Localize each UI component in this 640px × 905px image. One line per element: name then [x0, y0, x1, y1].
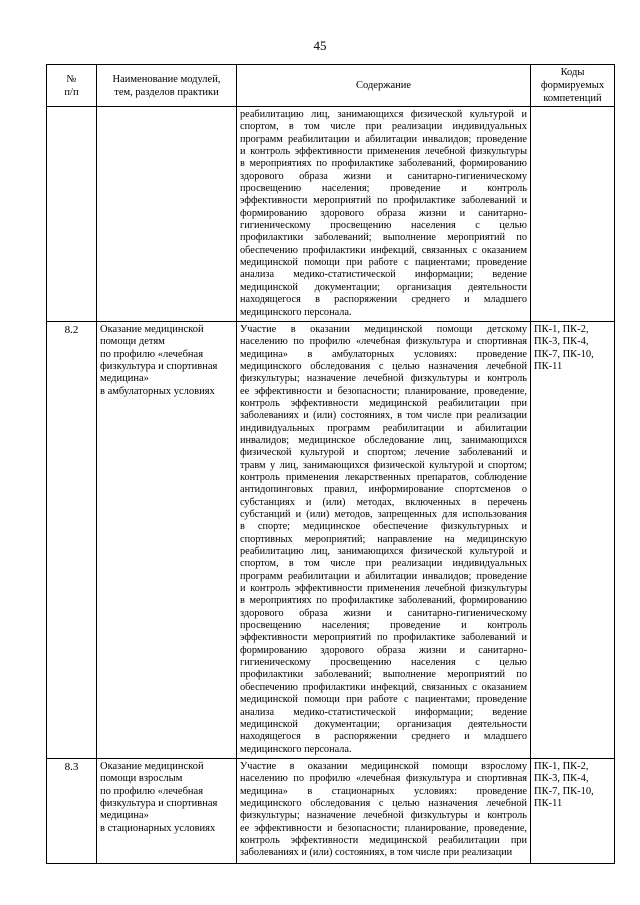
- text-line: населению по профилю «лечебная физкультура и спортивная: [240, 336, 527, 348]
- content-cell: [237, 758, 531, 863]
- text-line: спортом, в том числе при реализации индивидуальных: [240, 558, 527, 570]
- text-line: эффективности мероприятий по профилактике заболеваний и: [240, 195, 527, 207]
- text-line: находящегося в распоряжении среднего и младшего: [240, 294, 527, 306]
- text-line: формированию здорового образа жизни и санитарно-: [240, 207, 527, 219]
- text-line: травм у лиц, занимающихся физической культурой и спортом;: [240, 459, 527, 471]
- text-line: медицинской помощи при работе с пациентами; проведение: [240, 694, 527, 706]
- header-text-line: п/п: [64, 86, 79, 98]
- text-line: гигиеническому просвещению населения с целью: [240, 220, 527, 232]
- text-line: медицина»: [100, 373, 149, 385]
- header-number: [47, 65, 97, 107]
- text-line: обеспечению профилактики инфекций, связанных с оказанием: [240, 681, 527, 693]
- header-codes: [531, 65, 615, 107]
- text-line: находящегося в распоряжении среднего и младшего: [240, 731, 527, 743]
- text-line: помощи детям: [100, 336, 165, 348]
- text-line: контроль эффективности медицинской реабилитации при: [240, 397, 527, 409]
- text-line: в спорте; медицинское обеспечение физкультурных и: [240, 521, 527, 533]
- text-line: профилактики заболеваний; выполнение мероприятий по: [240, 669, 527, 681]
- text-line: и контроль эффективности применения лечебной физкультуры: [240, 146, 527, 158]
- content-cell: [237, 321, 531, 758]
- text-line: ПК-7, ПК-10,: [534, 785, 594, 797]
- text-line: гигиеническому просвещению населения с целью: [240, 657, 527, 669]
- text-line: обеспечению профилактики инфекций, связанных с оказанием: [240, 244, 527, 256]
- text-line: в стационарных условиях: [100, 822, 216, 834]
- table-header-row: [47, 65, 615, 107]
- text-line: ПК-11: [534, 360, 563, 372]
- text-line: по профилю «лечебная: [100, 785, 204, 797]
- text-line: Оказание медицинской: [100, 323, 204, 335]
- text-line: формированию здорового образа жизни и санитарно-: [240, 644, 527, 656]
- text-line: физкультуры; назначение лечебной физкультуры и контроль: [240, 810, 527, 822]
- text-line: антидопинговых правил, информирование спортсменов о: [240, 484, 527, 496]
- text-line: ее эффективности и безопасности; планирование, проведение,: [240, 385, 527, 397]
- text-line: просвещению населения; проведение и контроль: [240, 620, 527, 632]
- table-row: [47, 107, 615, 322]
- text-line: физической культурой и спортом; лечение заболеваний и: [240, 447, 527, 459]
- text-line: реабилитацию лиц, занимающихся физической культурой и: [240, 109, 527, 120]
- text-line: физкультуры; назначение лечебной физкультуры и контроль: [240, 373, 527, 385]
- text-line: программ реабилитации и абилитации инвалидов; проведение: [240, 570, 527, 582]
- text-line: физкультура и спортивная: [100, 797, 218, 809]
- header-content: Содержание: [237, 65, 531, 107]
- text-line: населению по профилю «лечебная физкультура и спортивная: [240, 773, 527, 785]
- competence-codes-cell: [531, 321, 615, 758]
- text-line: субстанциях и (или) методах, включенных в перечень: [240, 496, 527, 508]
- text-line: ПК-7, ПК-10,: [534, 348, 594, 360]
- header-text-line: компетенций: [543, 93, 602, 104]
- text-line: здорового образа жизни и санитарно-гигиеническому: [240, 607, 527, 619]
- text-line: спортивных мероприятий; направление на медицинскую: [240, 533, 527, 545]
- text-line: Участие в оказании медицинской помощи детскому: [240, 323, 527, 335]
- text-line: ее эффективности и безопасности; планирование, проведение,: [240, 822, 527, 834]
- text-line: эффективности мероприятий по профилактике заболеваний и: [240, 632, 527, 644]
- text-line: профилактики заболеваний; выполнение мероприятий по: [240, 232, 527, 244]
- module-name-cell: [97, 321, 237, 758]
- text-line: просвещению населения; проведение и контроль: [240, 183, 527, 195]
- page-number: 45: [313, 38, 327, 53]
- text-line: медицинской документации; организация деятельности: [240, 718, 527, 730]
- text-line: медицинского персонала.: [240, 306, 352, 318]
- header-text-line: тем, разделов практики: [114, 86, 219, 98]
- module-name-cell: [97, 758, 237, 863]
- text-line: медицина»: [100, 810, 149, 822]
- text-line: медицинского персонала.: [240, 743, 352, 755]
- text-line: здорового образа жизни и санитарно-гигиеническому: [240, 170, 527, 182]
- text-line: ПК-1, ПК-2,: [534, 323, 589, 335]
- text-line: в амбулаторных условиях: [100, 385, 215, 397]
- table-row: [47, 321, 615, 758]
- text-line: физкультура и спортивная: [100, 360, 218, 372]
- text-line: ПК-3, ПК-4,: [534, 336, 589, 348]
- text-line: медицинской помощи при работе с пациентами; проведение: [240, 257, 527, 269]
- text-line: субстанций и (или) методов, запрещенных для использования: [240, 509, 527, 520]
- text-line: медицинского обследования с целью назначения лечебной: [240, 360, 527, 372]
- text-line: заболеваниях и (или) состояниях, в том числе при реализации: [240, 847, 513, 859]
- text-line: помощи взрослым: [100, 773, 183, 785]
- header-text-line: формируемых: [540, 80, 605, 91]
- text-line: в мероприятиях по профилактике заболеваний, формированию: [240, 158, 527, 170]
- text-line: медицинского обследования с целью назначения лечебной: [240, 797, 527, 809]
- row-number-cell: 8.3: [47, 758, 97, 863]
- module-name-cell: [97, 107, 237, 322]
- curriculum-table: [46, 64, 615, 864]
- text-line: ПК-11: [534, 797, 563, 809]
- text-line: в мероприятиях по профилактике заболеваний, формированию: [240, 595, 527, 607]
- text-line: заболеваниях и (или) состояниях, в том числе при реализации: [240, 410, 527, 422]
- text-line: спортом, в том числе при реализации индивидуальных: [240, 121, 527, 133]
- text-line: по профилю «лечебная: [100, 348, 204, 360]
- text-line: индивидуальных программ реабилитации и абилитации: [240, 422, 527, 434]
- text-line: анализа медико-статистической информации; ведение: [240, 269, 527, 281]
- text-line: реабилитацию лиц, занимающихся физической культурой и: [240, 546, 527, 558]
- text-line: программ реабилитации и абилитации инвалидов; проведение: [240, 133, 527, 145]
- text-line: контроль эффективности медицинской реабилитации при: [240, 834, 527, 846]
- header-text-line: Коды: [560, 67, 585, 78]
- competence-codes-cell: [531, 758, 615, 863]
- text-line: медицина» в стационарных условиях: проведение: [240, 785, 527, 797]
- text-line: медицина» в амбулаторных условиях: проведение: [240, 348, 527, 360]
- header-text-line: Наименование модулей,: [112, 73, 221, 85]
- header-text-line: №: [66, 73, 77, 85]
- row-number-cell: [47, 107, 97, 322]
- text-line: контроль применения лекарственных препаратов, соблюдение: [240, 471, 527, 483]
- text-line: и контроль эффективности применения лечебной физкультуры: [240, 583, 527, 595]
- text-line: анализа медико-статистической информации; ведение: [240, 706, 527, 718]
- text-line: ПК-1, ПК-2,: [534, 760, 589, 772]
- text-line: инвалидов; медицинское обследование лиц, занимающихся: [240, 434, 527, 446]
- text-line: Оказание медицинской: [100, 760, 204, 772]
- text-line: медицинской документации; организация деятельности: [240, 281, 527, 293]
- text-line: ПК-3, ПК-4,: [534, 773, 589, 785]
- text-line: Участие в оказании медицинской помощи взрослому: [240, 760, 527, 772]
- content-cell: [237, 107, 531, 322]
- header-name: [97, 65, 237, 107]
- competence-codes-cell: [531, 107, 615, 322]
- table-row: [47, 758, 615, 863]
- row-number-cell: 8.2: [47, 321, 97, 758]
